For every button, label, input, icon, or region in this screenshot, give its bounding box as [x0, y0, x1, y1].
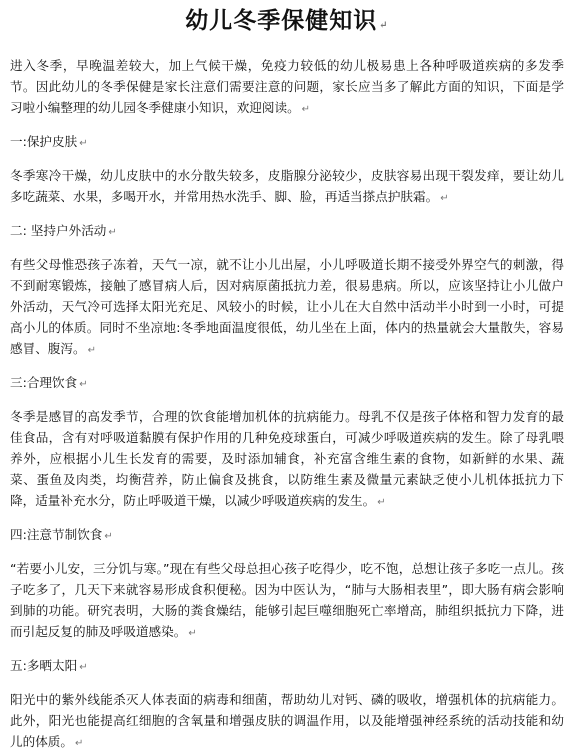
paragraph-mark-icon: ↵: [87, 345, 96, 356]
paragraph-mark-icon: ↵: [440, 193, 449, 204]
paragraph-mark-icon: ↵: [79, 662, 88, 673]
section-heading-skin: 一:保护皮肤 ↵: [10, 134, 88, 149]
section-body-skin: 冬季寒冷干燥，幼儿皮肤中的水分散失较多，皮脂腺分泌较少，皮肤容易出现干裂发痒，要让幼儿多吃蔬菜、水果，多喝开水，并常用热水洗手、脚、脸，再适当搽点护肤霜。 ↵: [10, 168, 564, 204]
intro-paragraph: 进入冬季，早晚温差较大，加上气候干燥，免疫力较低的幼儿极易患上各种呼吸道疾病的多发季节。因此幼儿的冬季保健是家长注意们需要注意的问题，家长应当多了解此方面的知识，下面是学习啦小编整理的幼儿园冬季健康小知识，欢迎阅读。 ↵: [10, 58, 564, 115]
section-body-sunlight: 阳光中的紫外线能杀灭人体表面的病毒和细菌，帮助幼儿对钙、磷的吸收，增强机体的抗病能力。此外，阳光也能提高红细胞的含氧量和增强皮肤的调温作用，以及能增强神经系统的活动技能和幼儿的体质。 ↵: [10, 692, 564, 749]
section-heading-sunlight: 五:多晒太阳 ↵: [10, 658, 88, 673]
document-title: 幼儿冬季保健知识 ↵: [185, 7, 389, 34]
paragraph-mark-icon: ↵: [301, 104, 311, 115]
section-heading-outdoor: 二: 坚持户外活动 ↵: [10, 223, 117, 238]
paragraph-mark-icon: ↵: [79, 138, 88, 149]
paragraph-mark-icon: ↵: [104, 531, 113, 542]
paragraph-mark-icon: ↵: [79, 379, 88, 390]
paragraph-mark-icon: ↵: [377, 497, 386, 508]
paragraph-mark-icon: ↵: [379, 20, 389, 31]
section-body-moderation: “若要小儿安，三分饥与寒。”现在有些父母总担心孩子吃得少，吃不饱，总想让孩子多吃一点儿。孩子吃多了，几天下来就容易形成食积便秘。因为中医认为，“肺与大肠相表里”，即大肠有病会影响到肺的功能。研究表明，大肠的粪食燥结，能够引起巨噬细胞死亡率增高，肺组织抵抗力下降，进而引起反复的肺及呼吸道感染。 ↵: [10, 561, 564, 639]
section-body-diet: 冬季是感冒的高发季节，合理的饮食能增加机体的抗病能力。母乳不仅是孩子体格和智力发育的最佳食品，含有对呼吸道黏膜有保护作用的几种免疫球蛋白，可减少呼吸道疾病的发生。除了母乳喂养外，应根据小儿生长发育的需要，及时添加辅食，补充富含维生素的食物，如新鲜的水果、蔬菜、蛋鱼及肉类，均衡营养，防止偏食及挑食，以防维生素及微量元素缺乏使小儿机体抵抗力下降，适量补充水分，防止呼吸道干燥，以减少呼吸道疾病的发生。 ↵: [10, 409, 564, 508]
paragraph-mark-icon: ↵: [74, 738, 84, 749]
paragraph-mark-icon: ↵: [108, 227, 117, 238]
section-heading-moderation: 四:注意节制饮食 ↵: [10, 527, 113, 542]
section-body-outdoor: 有些父母惟恐孩子冻着，天气一凉，就不让小儿出屋，小儿呼吸道长期不接受外界空气的刺激，得不到耐寒锻炼，接触了感冒病人后，因对病原菌抵抗力差，很易患病。所以，应该坚持让小儿做户外活动，天气冷可选择太阳光充足、风较小的时候，让小儿在大自然中活动半小时到一小时，可提高小儿的体质。同时不坐凉地:冬季地面温度很低，幼儿坐在上面，体内的热量就会大量散失，容易感冒、腹泻。 ↵: [10, 257, 564, 356]
section-heading-diet: 三:合理饮食 ↵: [10, 375, 88, 390]
paragraph-mark-icon: ↵: [188, 628, 197, 639]
